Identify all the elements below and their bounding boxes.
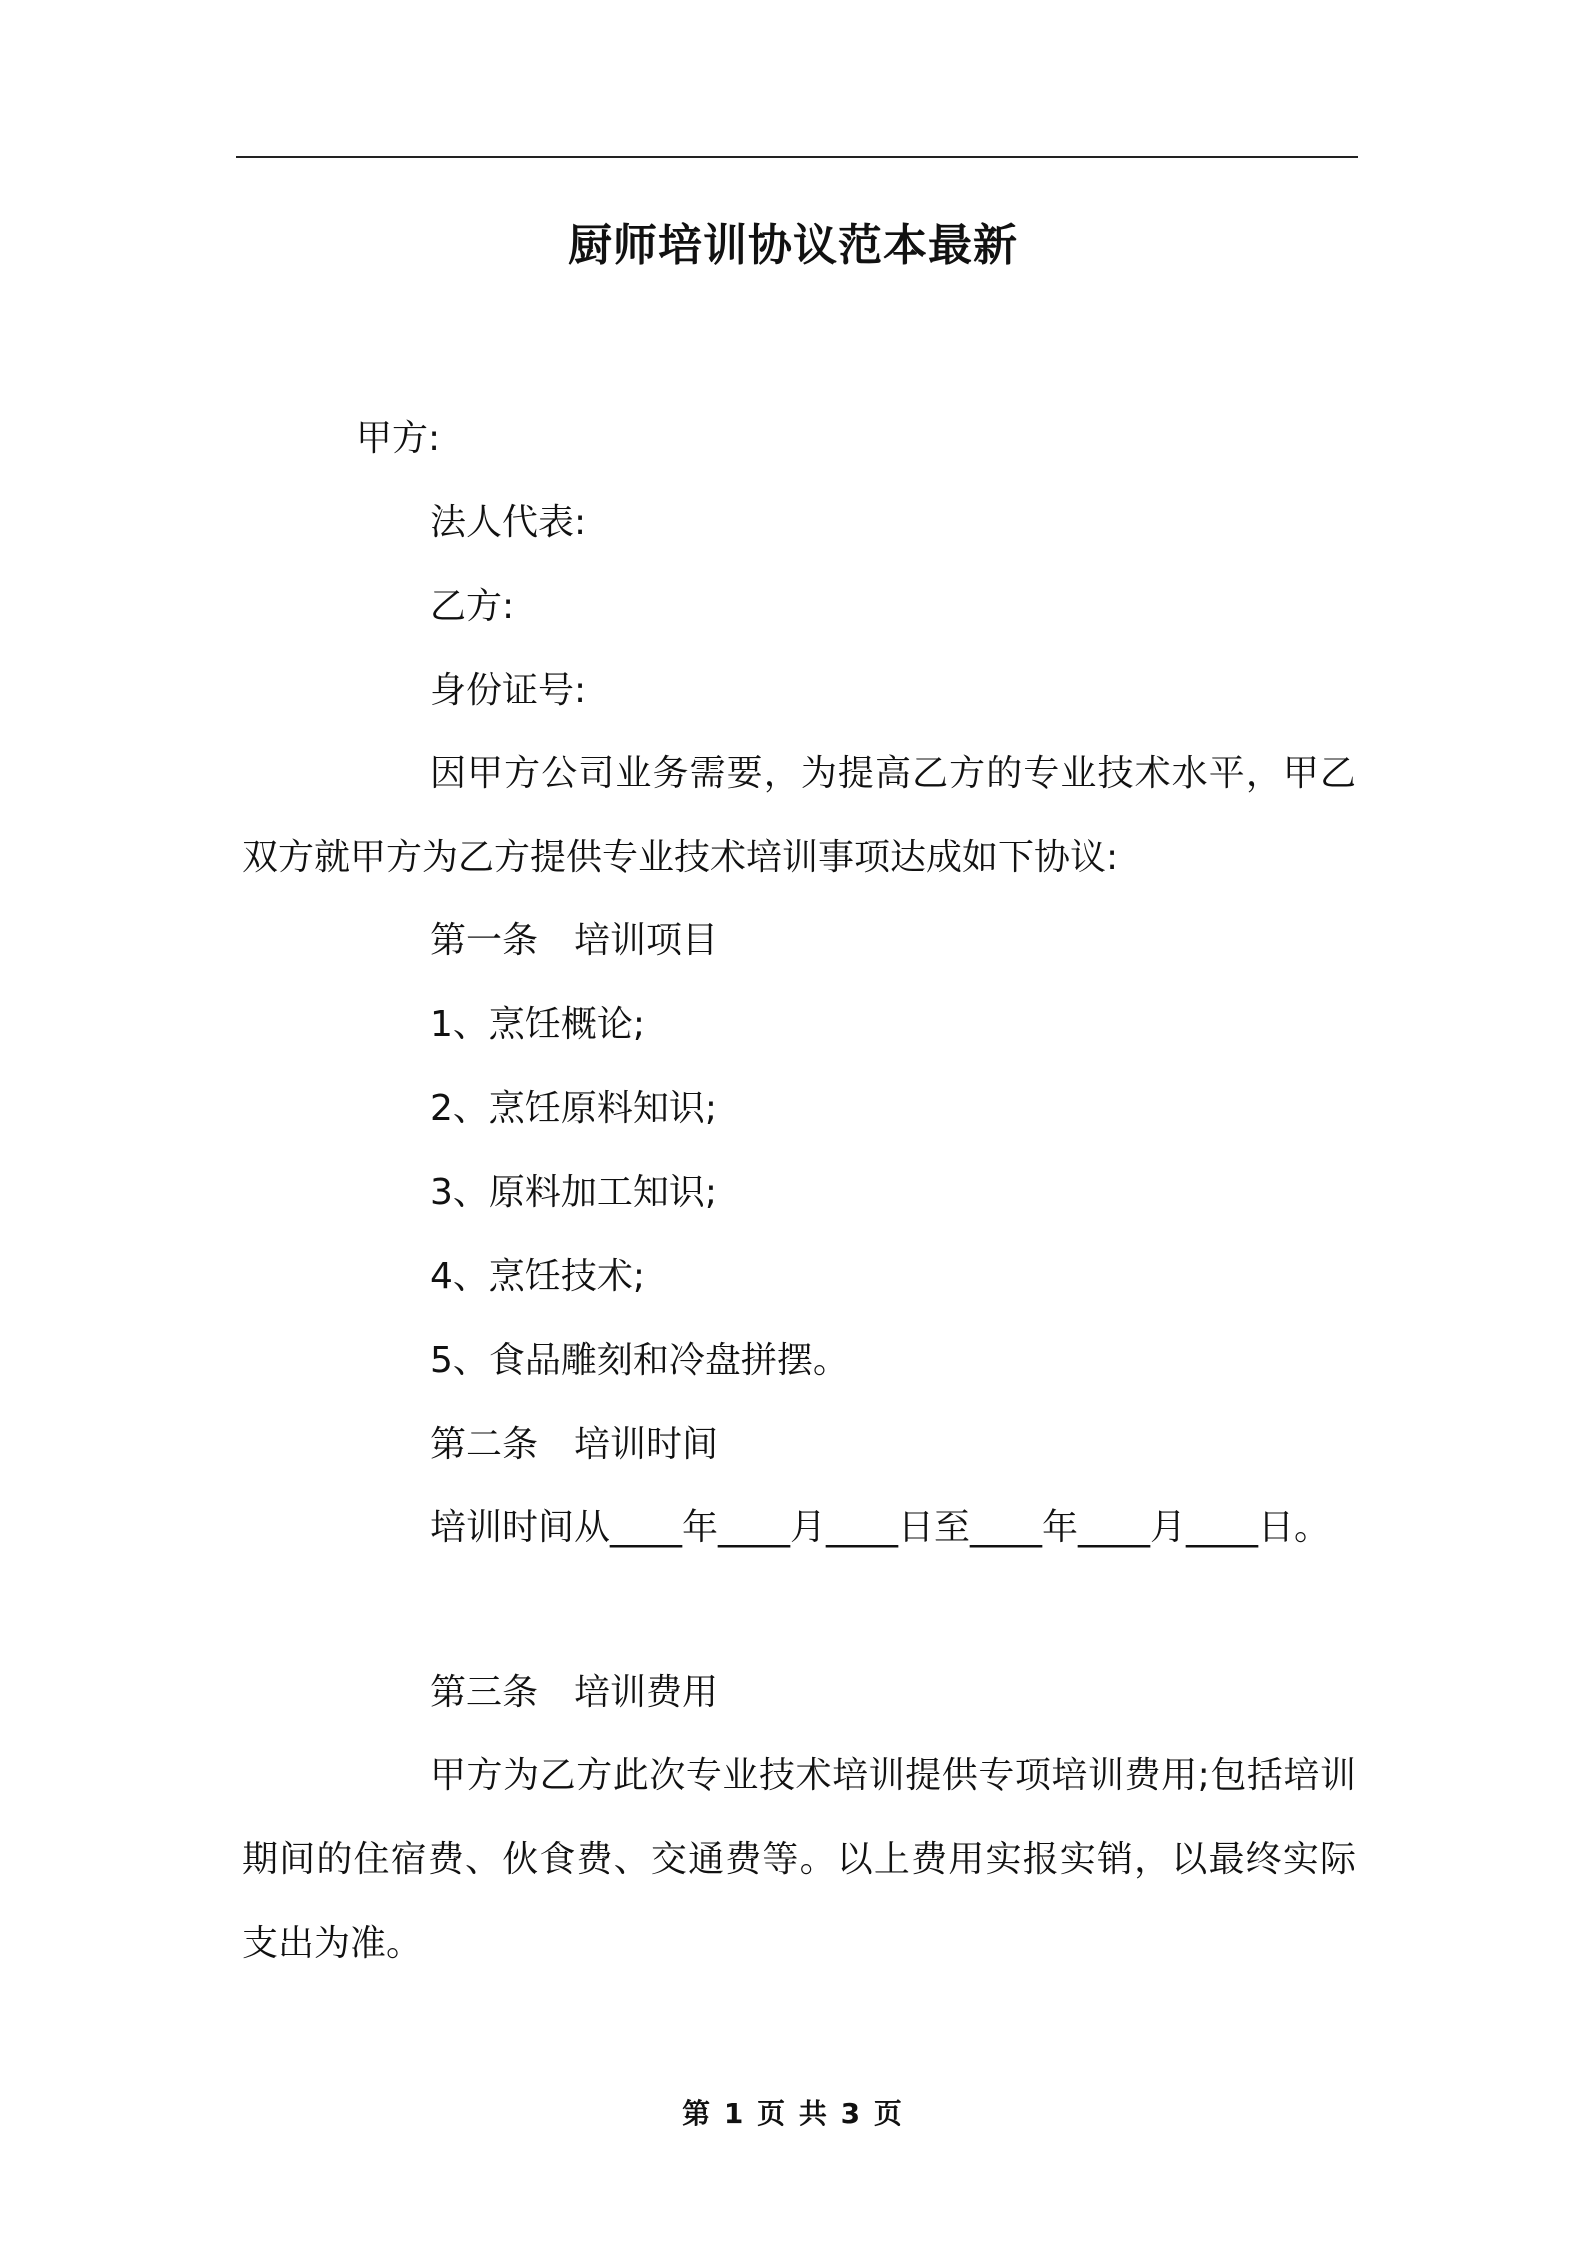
id-number-label: 身份证号:	[430, 670, 587, 711]
training-item: 1、烹饪概论;	[430, 1004, 646, 1045]
party-b-label: 乙方:	[430, 586, 515, 627]
training-item: 5、食品雕刻和冷盘拼摆。	[430, 1340, 849, 1381]
article-1-heading: 第一条 培训项目	[430, 920, 719, 961]
article-2-heading: 第二条 培训时间	[430, 1424, 719, 1465]
training-item: 4、烹饪技术;	[430, 1256, 646, 1297]
document-title: 厨师培训协议范本最新	[568, 220, 1018, 271]
page-number: 第 1 页 共 3 页	[682, 2097, 904, 2130]
legal-rep-label: 法人代表:	[430, 502, 587, 543]
training-item: 2、烹饪原料知识;	[430, 1088, 718, 1129]
intro-paragraph: 因甲方公司业务需要，为提高乙方的专业技术水平，甲乙双方就甲方为乙方提供专业技术培训事项达成如下协议:	[242, 753, 1356, 878]
training-period-paragraph: 培训时间从____年____月____日至____年____月____日。	[430, 1507, 1331, 1548]
party-a-label: 甲方:	[356, 418, 441, 459]
article-3-heading: 第三条 培训费用	[430, 1672, 719, 1713]
training-fee-paragraph: 甲方为乙方此次专业技术培训提供专项培训费用;包括培训期间的住宿费、伙食费、交通费等。以上费用实报实销，以最终实际支出为准。	[242, 1755, 1356, 1964]
header-rule	[236, 156, 1358, 158]
training-item: 3、原料加工知识;	[430, 1172, 718, 1213]
